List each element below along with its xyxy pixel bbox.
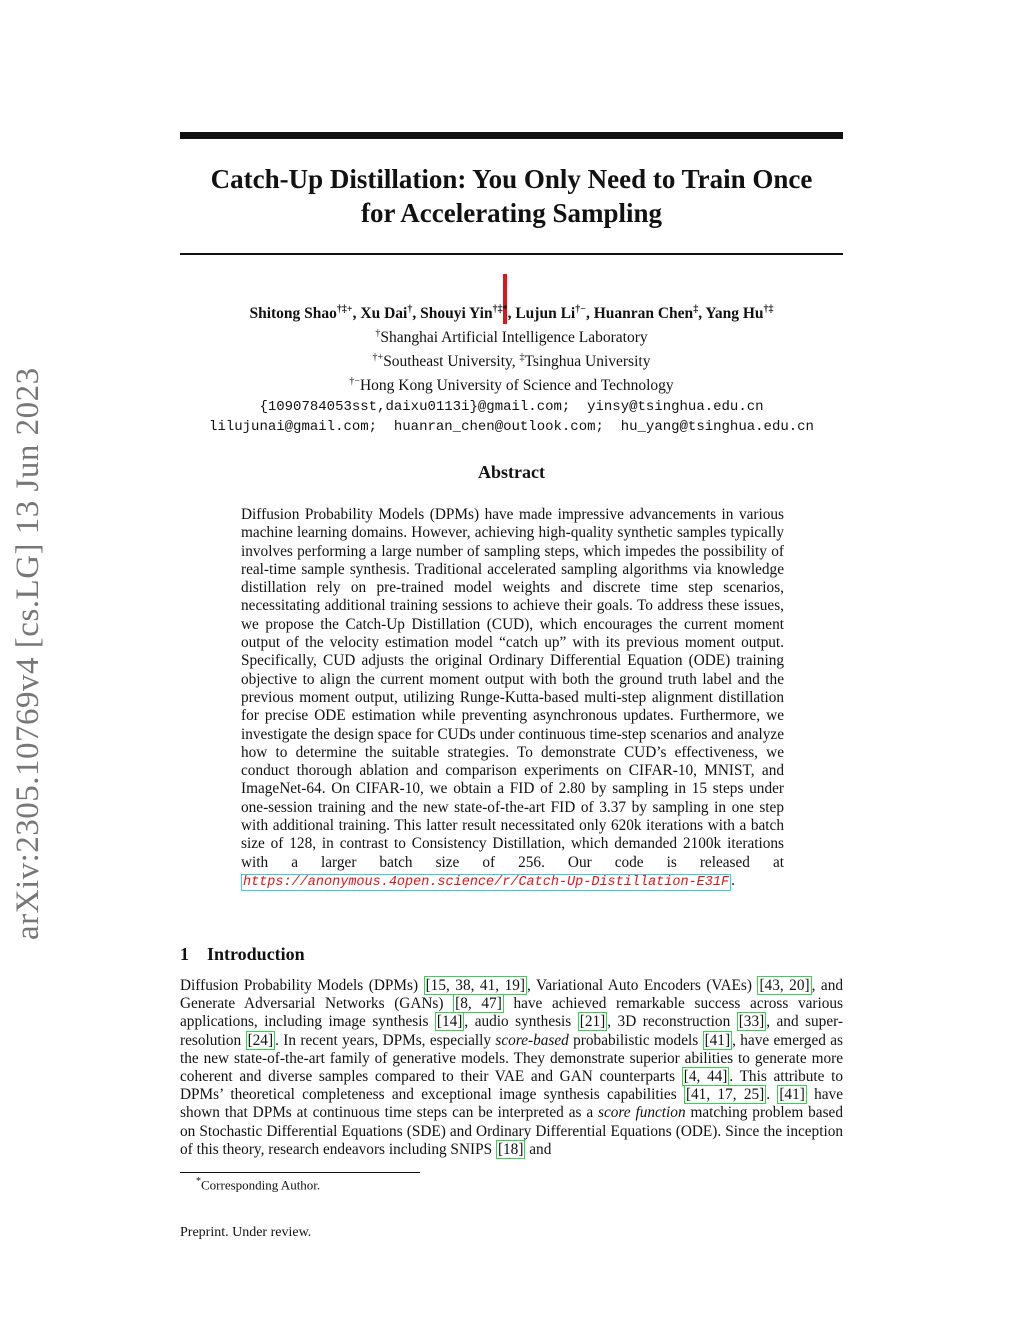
email-line: {1090784053sst,daixu0113i}@gmail.com; yinsy@tsinghua.edu.cn — [259, 398, 764, 415]
author-name: , Shouyi Yin — [412, 305, 493, 323]
author-block — [180, 300, 843, 437]
intro-paragraph — [180, 977, 843, 1159]
body-text: , 3D reconstruction — [607, 1013, 737, 1031]
body-text: , audio synthesis — [464, 1013, 578, 1031]
author-list — [180, 300, 843, 324]
emphasis-text: score-based — [495, 1031, 569, 1049]
footnote — [196, 1176, 320, 1193]
author-affil-mark: †‡+ — [336, 304, 353, 315]
section-title: Introduction — [207, 944, 305, 964]
affil-mark: †− — [349, 376, 360, 388]
paper-title — [180, 162, 843, 230]
author-affil-mark: †− — [575, 304, 586, 315]
citation-link[interactable]: [21] — [579, 1013, 606, 1031]
body-text: and — [525, 1140, 552, 1158]
body-text: , and Generate Adversarial Networks (GANs) — [180, 977, 843, 1013]
author-affil-mark: † — [407, 304, 413, 315]
citation-link[interactable]: [15, 38, 41, 19] — [425, 977, 525, 994]
affiliation-line — [180, 348, 843, 372]
author-name: , Huanran Chen — [585, 305, 694, 323]
citation-link[interactable]: [24] — [247, 1031, 274, 1049]
affiliation: Shanghai Artificial Intelligence Laboratory — [380, 329, 648, 347]
abstract-text: Diffusion Probability Models (DPMs) have made impressive advancements in various machine learning domains. However, achieving high-quality synthetic samples typically involves performing a large number of sampling steps, which impedes the possibility of real-time sample synthesis. Traditional accelerated sampling algorithms via knowledge distillation rely on pre-trained model weights and discrete time step scenarios, necessitating additional training sessions to achieve their goals. To address these issues, we propose the Catch-Up Distillation (CUD), which encourages the current moment output of the velocity estimation model “catch up” with its previous moment output. Specifically, CUD adjusts the original Ordinary Differential Equation (ODE) training objective to align the current moment output with both the ground truth label and the previous moment output, utilizing Runge-Kutta-based multi-step alignment distillation for precise ODE estimation while preventing asynchronous updates. Furthermore, we investigate the design space for CUDs under continuous time-step scenarios and analyze how to determine the suitable strategies. To demonstrate CUD’s effectiveness, we conduct thorough ablation and comparison experiments on CIFAR-10, MNIST, and ImageNet-64. On CIFAR-10, we obtain a FID of 2.80 by sampling in 15 steps under one-session training and the new state-of-the-art FID of 3.37 by sampling in one step with additional training. This latter result necessitated only 620k iterations with a batch size of 128, in contrast to Consistency Distillation, which demanded 2100k iterations with a larger batch size of 256. Our code is released at — [241, 506, 784, 871]
affiliation-line — [180, 372, 843, 396]
emphasis-text: score function — [598, 1104, 686, 1122]
citation-link[interactable]: [4, 44] — [683, 1068, 728, 1086]
body-text: have shown that DPMs at continuous time steps can be interpreted as a — [180, 1086, 843, 1122]
citation-link[interactable]: [41, 17, 25] — [685, 1086, 765, 1104]
author-affil-mark: ‡ — [693, 304, 699, 315]
body-text: Diffusion Probability Models (DPMs) — [180, 977, 424, 994]
author-name: , Xu Dai — [352, 305, 408, 323]
body-text: . In recent years, DPMs, especially — [275, 1031, 496, 1049]
citation-link[interactable]: [41] — [704, 1031, 731, 1049]
section-heading — [180, 944, 305, 965]
body-text: , Variational Auto Encoders (VAEs) — [526, 977, 758, 994]
body-text: . This attribute to DPMs’ theoretical completeness and exceptional image synthesis capabilities — [180, 1068, 843, 1104]
author-name: Shitong Shao — [249, 305, 337, 323]
author-affil-mark: †‡ — [763, 304, 774, 315]
affiliation: Hong Kong University of Science and Technology — [359, 377, 674, 395]
footnote-mark: * — [196, 1176, 201, 1187]
affiliation-line — [180, 324, 843, 348]
citation-link[interactable]: [43, 20] — [759, 977, 810, 994]
author-name: , Lujun Li — [507, 305, 576, 323]
affiliation: Southeast University, — [383, 353, 520, 371]
body-text: . — [766, 1086, 778, 1104]
title-line-2: for Accelerating Sampling — [361, 198, 662, 228]
title-bottom-rule — [180, 253, 843, 255]
body-text: , have emerged as the new state-of-the-art family of generative models. They demonstrate superior abilities to generate more coherent and diverse samples compared to their VAE and GAN counterparts — [180, 1031, 844, 1086]
citation-link[interactable]: [8, 47] — [455, 995, 502, 1013]
abstract-heading: Abstract — [478, 462, 545, 482]
title-line-1: Catch-Up Distillation: You Only Need to Train Once — [210, 164, 813, 194]
body-text: probabilistic models — [568, 1031, 703, 1049]
citation-link[interactable]: [33] — [738, 1013, 765, 1031]
affiliation: Tsinghua University — [524, 353, 651, 371]
affil-mark: † — [375, 328, 381, 340]
body-text: matching problem based on Stochastic Differential Equations (SDE) and Ordinary Differential Equations (ODE). Since the inception of this theory, research endeavors including SNIPS — [180, 1104, 843, 1158]
footnote-rule — [180, 1172, 420, 1173]
footnote-text: Corresponding Author. — [201, 1177, 321, 1193]
affil-mark: †+ — [372, 352, 384, 364]
author-affil-mark: †‡* — [492, 304, 508, 315]
preprint-note: Preprint. Under review. — [180, 1225, 312, 1240]
citation-link[interactable]: [14] — [436, 1013, 463, 1031]
citation-link[interactable]: [41] — [779, 1086, 805, 1104]
abstract-body: Diffusion Probability Models (DPMs) have made impressive advancements in various machine learning domains. However, achieving high-quality synthetic samples typically involves performing a large number of sampling steps, which impedes the possibility of real-time sample synthesis. Traditional accelerated sampling algorithms via knowledge distillation rely on pre-trained model weights and discrete time step scenarios, necessitating additional training sessions to achieve their goals. To address these issues, we propose the Catch-Up Distillation (CUD), which encourages the current moment output of the velocity estimation model “catch up” with its previous moment output. Specifically, CUD adjusts the original Ordinary Differential Equation (ODE) training objective to align the current moment output with both the ground truth label and the previous moment output, utilizing Runge-Kutta-based multi-step alignment distillation for precise ODE estimation while preventing asynchronous updates. Furthermore, we investigate the design space for CUDs under continuous time-step scenarios and analyze how to determine the suitable strategies. To demonstrate CUD’s effectiveness, we conduct thorough ablation and comparison experiments on CIFAR-10, MNIST, and ImageNet-64. On CIFAR-10, we obtain a FID of 2.80 by sampling in 15 steps under one-session training and the new state-of-the-art FID of 3.37 by sampling in one step with additional training. This latter result necessitated only 620k iterations with a batch size of 128, in contrast to Consistency Distillation, which demanded 2100k iterations with a larger batch size of 256. Our code is released at https://anonymous.4open.science/r/Catch-Up-Distillation-E31F . — [241, 506, 784, 890]
body-text: , and super-resolution — [180, 1013, 843, 1049]
citation-link[interactable]: [18] — [497, 1140, 524, 1158]
affil-mark: ‡ — [519, 352, 525, 364]
title-top-rule — [180, 132, 843, 139]
arxiv-stamp: arXiv:2305.10769v4 [cs.LG] 13 Jun 2023 — [10, 367, 46, 940]
email-line: lilujunai@gmail.com; huanran_chen@outlook.com; hu_yang@tsinghua.edu.cn — [209, 418, 814, 435]
section-number: 1 — [180, 944, 189, 964]
code-link[interactable]: https://anonymous.4open.science/r/Catch-Up-Distillation-E31F — [243, 874, 730, 890]
author-name: , Yang Hu — [698, 305, 764, 323]
body-text: have achieved remarkable success across various applications, including image synthesis — [180, 995, 843, 1031]
